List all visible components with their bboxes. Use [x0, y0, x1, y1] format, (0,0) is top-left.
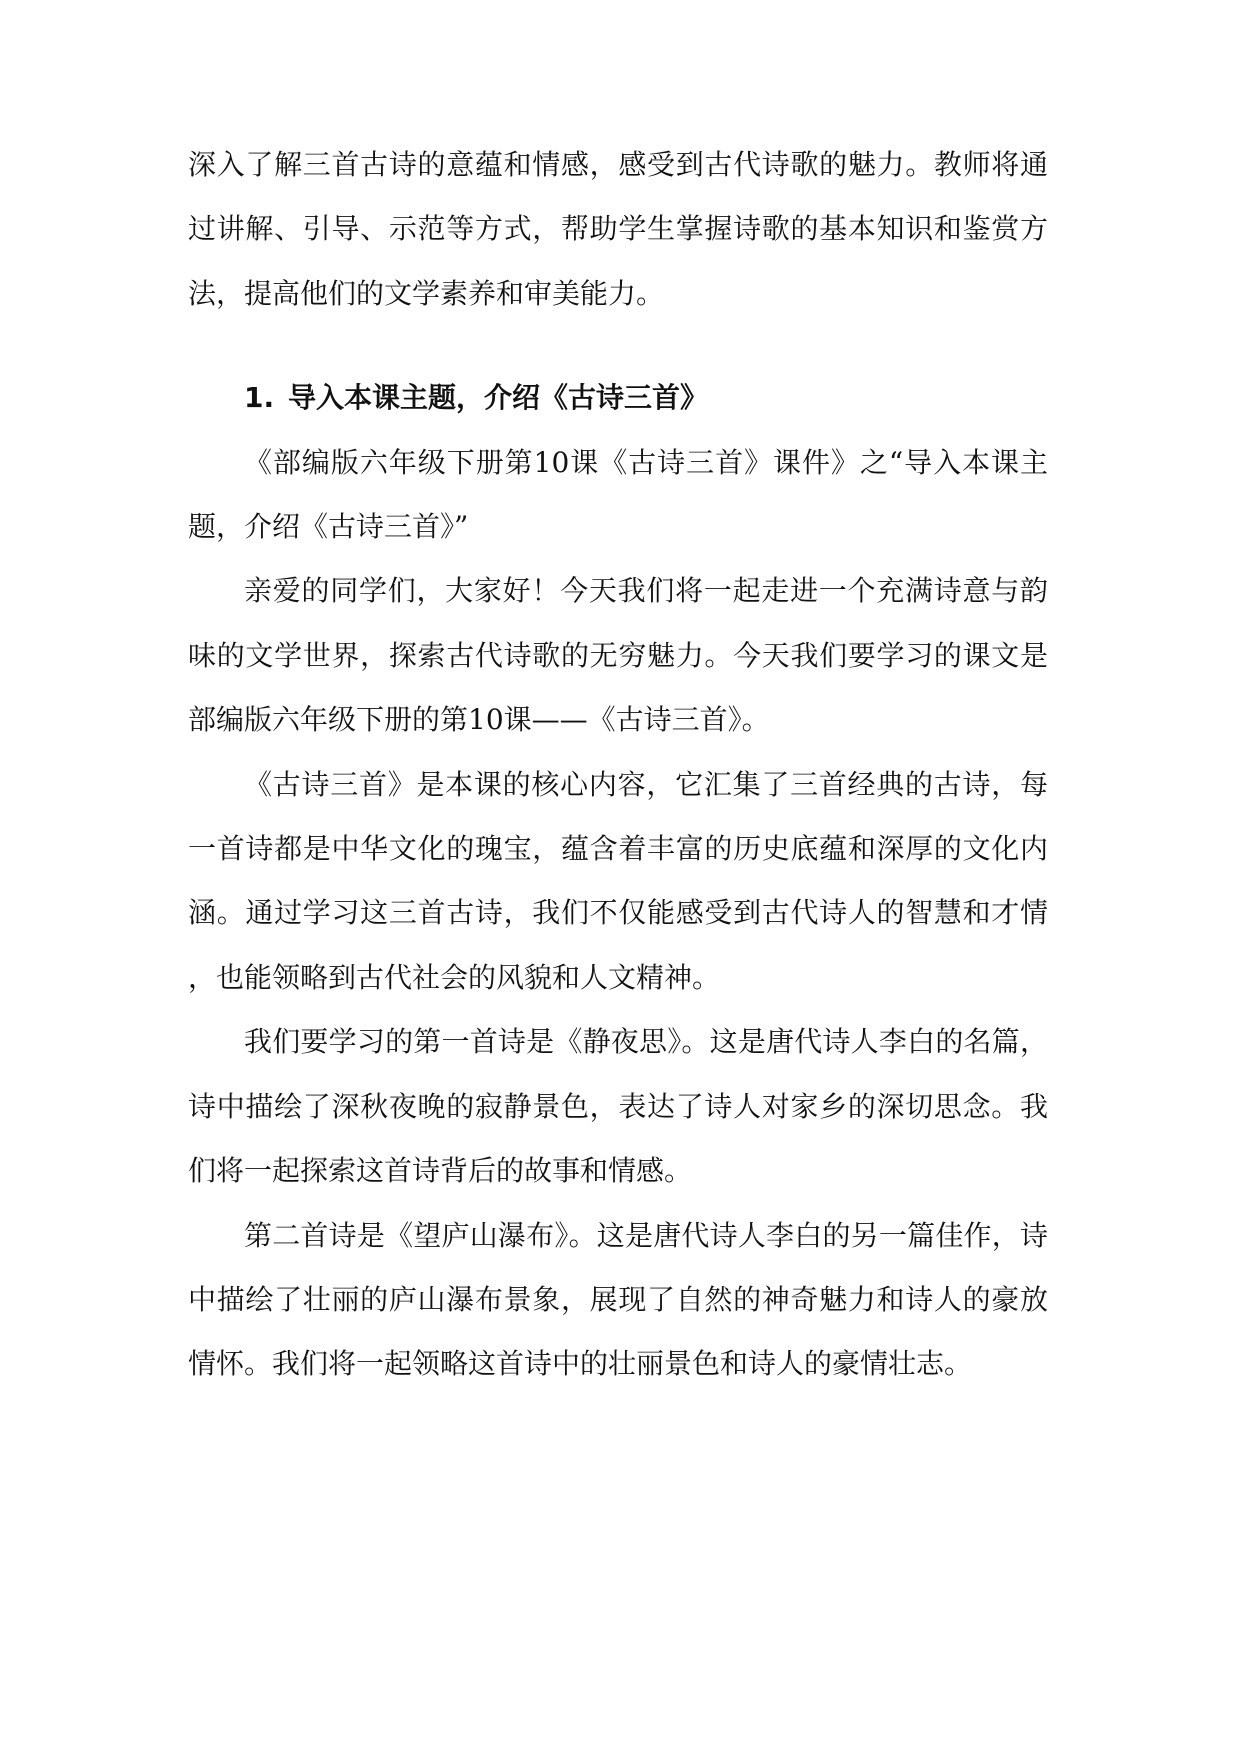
paragraph-courseware-title: 《部编版六年级下册第10课《古诗三首》课件》之“导入本课主题，介绍《古诗三首》”	[188, 445, 1048, 544]
intro-paragraph: 深入了解三首古诗的意蕴和情感，感受到古代诗歌的魅力。教师将通过讲解、引导、示范等方式，帮助学生掌握诗歌的基本知识和鉴赏方法，提高他们的文学素养和审美能力。	[188, 148, 1048, 310]
section-number: 1.	[244, 381, 275, 415]
section-heading	[188, 366, 1048, 430]
paragraph-greeting: 亲爱的同学们，大家好！今天我们将一起走进一个充满诗意与韵味的文学世界，探索古代诗歌的无穷魅力。今天我们要学习的课文是部编版六年级下册的第10课——《古诗三首》。	[188, 574, 1048, 737]
document-body	[188, 133, 1048, 1397]
paragraph-overview: 《古诗三首》是本课的核心内容，它汇集了三首经典的古诗，每一首诗都是中华文化的瑰宝，蕴含着丰富的历史底蕴和深厚的文化内涵。通过学习这三首古诗，我们不仅能感受到古代诗人的智慧和才情，也能领略到古代社会的风貌和人文精神。	[188, 767, 1048, 994]
paragraph-first-poem: 我们要学习的第一首诗是《静夜思》。这是唐代诗人李白的名篇，诗中描绘了深秋夜晚的寂静景色，表达了诗人对家乡的深切思念。我们将一起探索这首诗背后的故事和情感。	[188, 1025, 1048, 1188]
spacer	[188, 326, 1048, 366]
section-title: 导入本课主题，介绍《古诗三首》	[288, 381, 709, 415]
paragraph-second-poem: 第二首诗是《望庐山瀑布》。这是唐代诗人李白的另一篇佳作，诗中描绘了壮丽的庐山瀑布景象，展现了自然的神奇魅力和诗人的豪放情怀。我们将一起领略这首诗中的壮丽景色和诗人的豪情壮志。	[188, 1218, 1048, 1381]
